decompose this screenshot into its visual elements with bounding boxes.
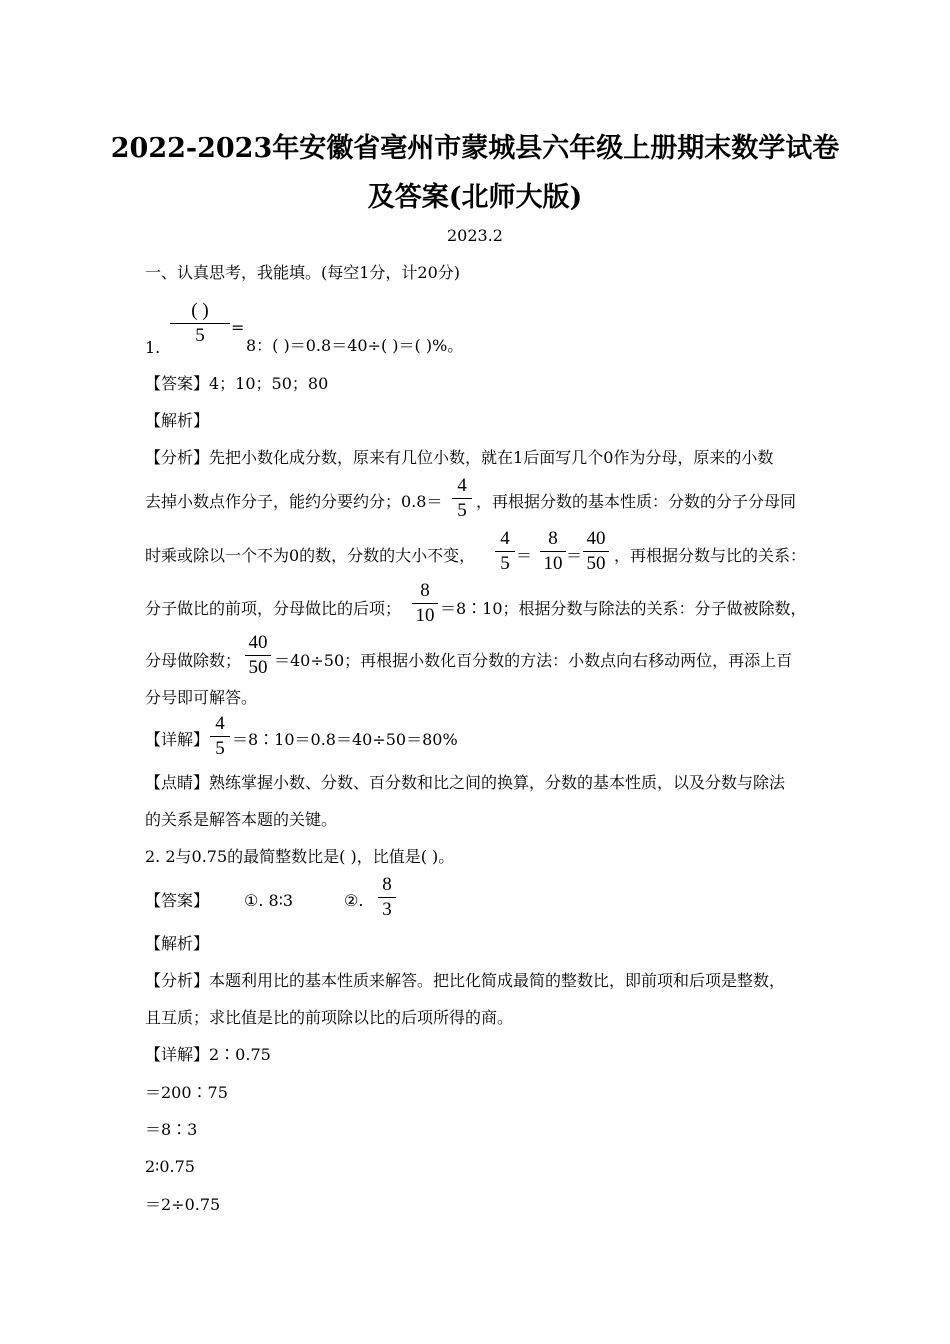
- q2-detail-line2: ＝200∶75: [145, 1083, 228, 1102]
- q1-analysis-line4a: 分子做比的前项，分母做比的后项；: [145, 599, 402, 618]
- q2-answer-2: ②.: [344, 891, 364, 910]
- numerator: 8: [420, 580, 430, 601]
- q1-analysis-line3a: 时乘或除以一个不为0的数，分数的大小不变，: [145, 546, 476, 565]
- denominator: 10: [415, 605, 435, 626]
- q1-analysis-line3d: ，再根据分数与比的关系：: [614, 546, 807, 565]
- q1-analysis-line2a: 去掉小数点作分子，能约分要约分；0.8＝: [145, 492, 443, 511]
- q1-analysis-line5b: ＝40÷50；再根据小数化百分数的方法：小数点向右移动两位，再添上百: [274, 651, 793, 670]
- equals-sign: ＝: [516, 546, 533, 565]
- q1-analysis-line5a: 分母做除数；: [145, 651, 242, 670]
- numerator: 4: [500, 528, 510, 549]
- doc-title-line1: 2022-2023年安徽省亳州市蒙城县六年级上册期末数学试卷: [110, 133, 840, 164]
- fraction-8-10: [540, 528, 566, 575]
- numerator: 8: [382, 874, 392, 895]
- q1-analysis-line2b: ，再根据分数的基本性质：分数的分子分母同: [476, 492, 797, 511]
- fraction-4-5: [452, 475, 472, 522]
- equals-sign: ＝: [566, 546, 583, 565]
- q2-text: 2. 2与0.75的最简整数比是( )，比值是( )。: [145, 847, 455, 866]
- q1-answer: 【答案】4；10；50；80: [145, 374, 329, 393]
- denominator: 50: [586, 553, 606, 574]
- q1-analysis-line6: 分号即可解答。: [145, 688, 258, 707]
- q1-number: 1.: [145, 338, 161, 357]
- analysis-text: 先把小数化成分数，原来有几位小数，就在1后面写几个0作为分母，原来的小数: [209, 448, 774, 467]
- denominator: 5: [457, 500, 467, 521]
- q2-detail-line4: 2∶0.75: [145, 1157, 195, 1176]
- q2-detail-line5: ＝2÷0.75: [145, 1195, 221, 1214]
- fraction-8-10-b: [412, 580, 438, 627]
- q1-detail-text: ＝8∶10＝0.8＝40÷50＝80%: [232, 730, 458, 749]
- q2-detail-line1: 【详解】2∶0.75: [145, 1045, 271, 1064]
- q1-detail-label: 【详解】: [145, 730, 210, 749]
- q1-analysis-line4b: ＝8∶10；根据分数与除法的关系：分子做被除数，: [440, 599, 807, 618]
- fraction-40-50: [583, 528, 609, 575]
- q1-jiexi: 【解析】: [145, 411, 210, 430]
- fraction-4-5-b: [495, 528, 515, 575]
- q2-jiexi: 【解析】: [145, 934, 210, 953]
- numerator: 4: [215, 713, 225, 734]
- denominator: 50: [248, 657, 268, 678]
- fraction-numerator: ( ): [191, 300, 209, 321]
- q2-detail-line3: ＝8∶3: [145, 1120, 198, 1139]
- q1-dianjing-line2: 的关系是解答本题的关键。: [145, 810, 338, 829]
- denominator: 5: [500, 553, 510, 574]
- fraction-40-50-b: [245, 632, 271, 679]
- numerator: 40: [248, 632, 268, 653]
- equals-sign: =: [231, 318, 245, 337]
- q2-analysis-line2: 且互质；求比值是比的前项除以比的后项所得的商。: [145, 1008, 514, 1027]
- denominator: 10: [543, 553, 563, 574]
- numerator: 4: [457, 475, 467, 496]
- denominator: 5: [215, 738, 225, 759]
- numerator: 8: [548, 528, 558, 549]
- fraction-denominator: 5: [195, 325, 205, 346]
- q2-analysis-line1: 【分析】本题利用比的基本性质来解答。把比化简成最简的整数比，即前项和后项是整数，: [145, 971, 786, 990]
- fraction-4-5-c: [210, 713, 230, 760]
- doc-title-line2: 及答案(北师大版): [367, 182, 583, 213]
- fraction-8-3: [378, 874, 396, 921]
- q1-blank-fraction: [170, 300, 230, 347]
- denominator: 3: [382, 899, 392, 920]
- q1-dianjing-line1: 【点睛】熟练掌握小数、分数、百分数和比之间的换算，分数的基本性质，以及分数与除法: [145, 773, 786, 792]
- q1-analysis-line1: [145, 448, 773, 468]
- q2-answer-1: ①. 8∶3: [244, 891, 294, 910]
- section-heading: 一、认真思考，我能填。(每空1分，计20分): [145, 263, 461, 282]
- q1-text: 8：( )＝0.8＝40÷( )＝( )%。: [246, 336, 464, 355]
- analysis-label: 【分析】: [145, 448, 210, 467]
- doc-date: 2023.2: [447, 226, 503, 245]
- numerator: 40: [586, 528, 606, 549]
- q2-answer-label: 【答案】: [145, 891, 210, 910]
